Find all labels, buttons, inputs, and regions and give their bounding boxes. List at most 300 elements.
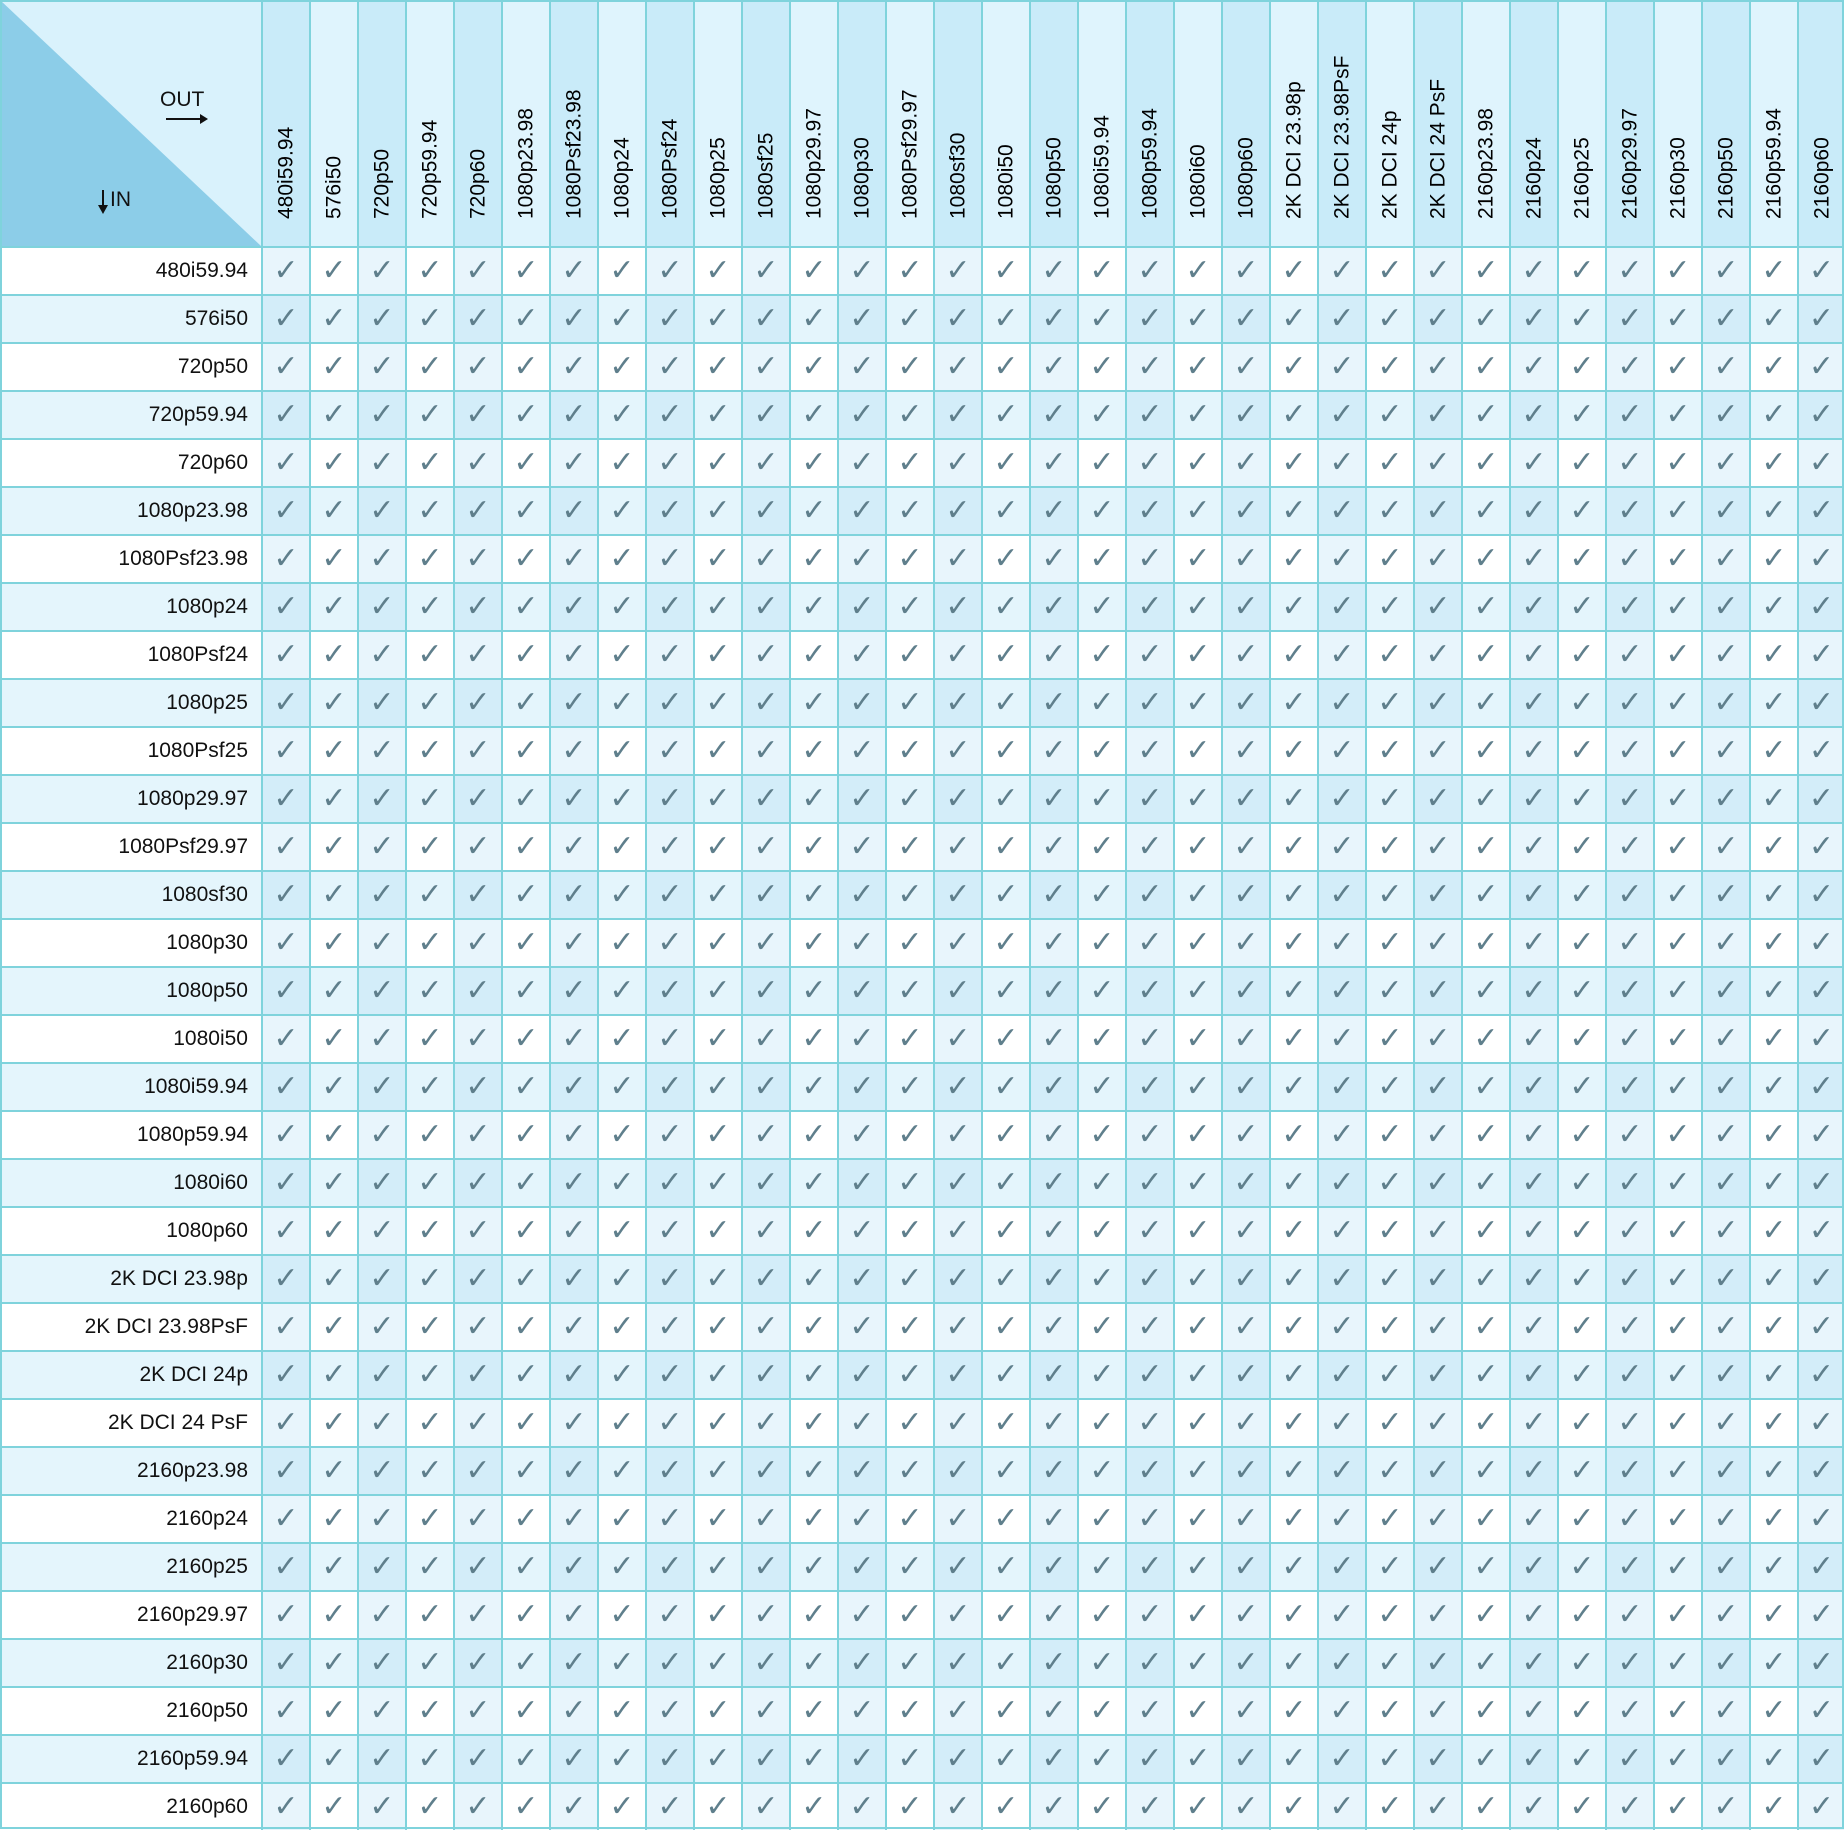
check-icon: ✓ <box>1269 344 1317 390</box>
check-icon: ✓ <box>1653 680 1701 726</box>
check-icon: ✓ <box>741 344 789 390</box>
table-row <box>0 1542 1844 1590</box>
check-icon: ✓ <box>1173 1112 1221 1158</box>
check-icon: ✓ <box>1653 1448 1701 1494</box>
check-icon: ✓ <box>1749 1304 1797 1350</box>
check-icon: ✓ <box>1029 1304 1077 1350</box>
check-icon: ✓ <box>501 1160 549 1206</box>
check-icon: ✓ <box>885 1016 933 1062</box>
check-icon: ✓ <box>597 1208 645 1254</box>
check-icon: ✓ <box>261 392 309 438</box>
check-icon: ✓ <box>1221 248 1269 294</box>
check-icon: ✓ <box>1221 1448 1269 1494</box>
check-icon: ✓ <box>309 728 357 774</box>
table-row <box>0 774 1844 822</box>
check-icon: ✓ <box>645 1496 693 1542</box>
check-icon: ✓ <box>309 1160 357 1206</box>
check-icon: ✓ <box>1077 1448 1125 1494</box>
check-icon: ✓ <box>1077 968 1125 1014</box>
check-icon: ✓ <box>1077 1544 1125 1590</box>
check-icon: ✓ <box>1461 344 1509 390</box>
check-icon: ✓ <box>645 584 693 630</box>
check-icon: ✓ <box>933 1784 981 1830</box>
check-icon: ✓ <box>837 536 885 582</box>
check-icon: ✓ <box>1365 920 1413 966</box>
check-icon: ✓ <box>261 1496 309 1542</box>
check-icon: ✓ <box>1029 1064 1077 1110</box>
check-icon: ✓ <box>357 296 405 342</box>
row-header-label: 1080i50 <box>173 1027 248 1050</box>
check-icon: ✓ <box>789 1688 837 1734</box>
check-icon: ✓ <box>1557 968 1605 1014</box>
check-icon: ✓ <box>357 632 405 678</box>
check-icon: ✓ <box>1605 1640 1653 1686</box>
check-icon: ✓ <box>1797 1160 1844 1206</box>
column-header-label: 1080p25 <box>706 137 730 219</box>
check-icon: ✓ <box>357 536 405 582</box>
check-icon: ✓ <box>789 1016 837 1062</box>
check-icon: ✓ <box>1413 440 1461 486</box>
table-row <box>0 726 1844 774</box>
check-icon: ✓ <box>885 680 933 726</box>
check-icon: ✓ <box>1461 1688 1509 1734</box>
check-icon: ✓ <box>1509 344 1557 390</box>
check-icon: ✓ <box>1749 920 1797 966</box>
column-header <box>1797 0 1844 246</box>
check-icon: ✓ <box>1557 1304 1605 1350</box>
check-icon: ✓ <box>549 1400 597 1446</box>
check-icon: ✓ <box>1365 440 1413 486</box>
check-icon: ✓ <box>933 536 981 582</box>
check-icon: ✓ <box>1605 248 1653 294</box>
check-icon: ✓ <box>1797 872 1844 918</box>
check-icon: ✓ <box>501 584 549 630</box>
check-icon: ✓ <box>549 1208 597 1254</box>
check-icon: ✓ <box>1701 1304 1749 1350</box>
row-header-label: 2K DCI 24p <box>139 1363 248 1386</box>
check-icon: ✓ <box>789 920 837 966</box>
check-icon: ✓ <box>1317 728 1365 774</box>
check-icon: ✓ <box>981 1640 1029 1686</box>
check-icon: ✓ <box>1317 1784 1365 1830</box>
table-row <box>0 486 1844 534</box>
check-icon: ✓ <box>1221 1640 1269 1686</box>
right-arrow-icon <box>166 112 208 126</box>
check-icon: ✓ <box>837 920 885 966</box>
check-icon: ✓ <box>1413 1160 1461 1206</box>
check-icon: ✓ <box>933 1064 981 1110</box>
check-icon: ✓ <box>1509 824 1557 870</box>
check-icon: ✓ <box>1269 632 1317 678</box>
check-icon: ✓ <box>1605 584 1653 630</box>
check-icon: ✓ <box>1749 1736 1797 1782</box>
column-header <box>501 0 549 246</box>
check-icon: ✓ <box>1173 1448 1221 1494</box>
check-icon: ✓ <box>1173 536 1221 582</box>
check-icon: ✓ <box>1221 392 1269 438</box>
check-icon: ✓ <box>645 1400 693 1446</box>
check-icon: ✓ <box>1077 1304 1125 1350</box>
check-icon: ✓ <box>1221 872 1269 918</box>
check-icon: ✓ <box>741 1448 789 1494</box>
check-icon: ✓ <box>1269 680 1317 726</box>
column-header <box>1029 0 1077 246</box>
column-header <box>1461 0 1509 246</box>
check-icon: ✓ <box>1653 1352 1701 1398</box>
check-icon: ✓ <box>1029 1208 1077 1254</box>
check-icon: ✓ <box>789 248 837 294</box>
check-icon: ✓ <box>501 248 549 294</box>
check-icon: ✓ <box>741 776 789 822</box>
check-icon: ✓ <box>645 1688 693 1734</box>
check-icon: ✓ <box>645 1160 693 1206</box>
check-icon: ✓ <box>261 536 309 582</box>
check-icon: ✓ <box>1269 1400 1317 1446</box>
check-icon: ✓ <box>1557 1496 1605 1542</box>
check-icon: ✓ <box>741 1400 789 1446</box>
check-icon: ✓ <box>741 728 789 774</box>
check-icon: ✓ <box>1029 1736 1077 1782</box>
check-icon: ✓ <box>693 1160 741 1206</box>
check-icon: ✓ <box>789 968 837 1014</box>
check-icon: ✓ <box>693 776 741 822</box>
check-icon: ✓ <box>1797 248 1844 294</box>
table-row <box>0 294 1844 342</box>
check-icon: ✓ <box>1749 1352 1797 1398</box>
check-icon: ✓ <box>597 1640 645 1686</box>
check-icon: ✓ <box>309 1400 357 1446</box>
check-icon: ✓ <box>309 872 357 918</box>
check-icon: ✓ <box>1749 440 1797 486</box>
check-icon: ✓ <box>1317 1208 1365 1254</box>
column-header-label: 1080Psf23.98 <box>562 89 586 219</box>
check-icon: ✓ <box>1461 776 1509 822</box>
check-icon: ✓ <box>933 632 981 678</box>
check-icon: ✓ <box>981 1400 1029 1446</box>
check-icon: ✓ <box>1653 632 1701 678</box>
check-icon: ✓ <box>1269 1592 1317 1638</box>
check-icon: ✓ <box>501 776 549 822</box>
check-icon: ✓ <box>1413 776 1461 822</box>
check-icon: ✓ <box>933 584 981 630</box>
check-icon: ✓ <box>501 968 549 1014</box>
check-icon: ✓ <box>1749 344 1797 390</box>
check-icon: ✓ <box>741 1736 789 1782</box>
check-icon: ✓ <box>741 1544 789 1590</box>
check-icon: ✓ <box>645 1016 693 1062</box>
check-icon: ✓ <box>1029 1544 1077 1590</box>
check-icon: ✓ <box>1269 872 1317 918</box>
check-icon: ✓ <box>1029 968 1077 1014</box>
check-icon: ✓ <box>645 920 693 966</box>
check-icon: ✓ <box>261 1544 309 1590</box>
check-icon: ✓ <box>837 728 885 774</box>
check-icon: ✓ <box>1365 1736 1413 1782</box>
check-icon: ✓ <box>1557 728 1605 774</box>
check-icon: ✓ <box>1269 728 1317 774</box>
check-icon: ✓ <box>1365 728 1413 774</box>
check-icon: ✓ <box>357 1112 405 1158</box>
check-icon: ✓ <box>1557 1112 1605 1158</box>
check-icon: ✓ <box>1509 1688 1557 1734</box>
check-icon: ✓ <box>1557 1256 1605 1302</box>
check-icon: ✓ <box>837 1448 885 1494</box>
check-icon: ✓ <box>1557 344 1605 390</box>
check-icon: ✓ <box>1605 680 1653 726</box>
row-header-label: 1080p24 <box>166 595 248 618</box>
check-icon: ✓ <box>1557 248 1605 294</box>
check-icon: ✓ <box>1365 872 1413 918</box>
table-row <box>0 918 1844 966</box>
check-icon: ✓ <box>405 776 453 822</box>
check-icon: ✓ <box>1701 440 1749 486</box>
check-icon: ✓ <box>1605 824 1653 870</box>
check-icon: ✓ <box>1701 296 1749 342</box>
check-icon: ✓ <box>1125 1496 1173 1542</box>
check-icon: ✓ <box>1605 728 1653 774</box>
check-icon: ✓ <box>1749 1112 1797 1158</box>
check-icon: ✓ <box>1269 1352 1317 1398</box>
check-icon: ✓ <box>549 872 597 918</box>
column-header <box>1317 0 1365 246</box>
check-icon: ✓ <box>1509 440 1557 486</box>
check-icon: ✓ <box>549 1544 597 1590</box>
check-icon: ✓ <box>1509 248 1557 294</box>
check-icon: ✓ <box>1221 488 1269 534</box>
check-icon: ✓ <box>1029 392 1077 438</box>
check-icon: ✓ <box>1077 632 1125 678</box>
column-header-label: 2160p30 <box>1666 137 1690 219</box>
check-icon: ✓ <box>261 1064 309 1110</box>
check-icon: ✓ <box>741 680 789 726</box>
check-icon: ✓ <box>1269 920 1317 966</box>
check-icon: ✓ <box>1413 1304 1461 1350</box>
check-icon: ✓ <box>1461 1544 1509 1590</box>
table-row <box>0 1782 1844 1830</box>
table-row <box>0 1446 1844 1494</box>
check-icon: ✓ <box>885 296 933 342</box>
check-icon: ✓ <box>1173 248 1221 294</box>
column-header <box>741 0 789 246</box>
check-icon: ✓ <box>693 824 741 870</box>
check-icon: ✓ <box>1221 536 1269 582</box>
check-icon: ✓ <box>1173 968 1221 1014</box>
check-icon: ✓ <box>1653 920 1701 966</box>
check-icon: ✓ <box>1557 776 1605 822</box>
check-icon: ✓ <box>1365 488 1413 534</box>
check-icon: ✓ <box>1797 1208 1844 1254</box>
check-icon: ✓ <box>1701 1688 1749 1734</box>
check-icon: ✓ <box>1557 1352 1605 1398</box>
check-icon: ✓ <box>1557 1016 1605 1062</box>
column-header <box>1605 0 1653 246</box>
check-icon: ✓ <box>405 920 453 966</box>
check-icon: ✓ <box>1269 968 1317 1014</box>
column-header-label: 2160p50 <box>1714 137 1738 219</box>
check-icon: ✓ <box>453 488 501 534</box>
check-icon: ✓ <box>549 392 597 438</box>
check-icon: ✓ <box>837 1784 885 1830</box>
check-icon: ✓ <box>933 1160 981 1206</box>
check-icon: ✓ <box>1797 1016 1844 1062</box>
check-icon: ✓ <box>1653 344 1701 390</box>
check-icon: ✓ <box>309 1784 357 1830</box>
check-icon: ✓ <box>1029 1112 1077 1158</box>
check-icon: ✓ <box>837 1256 885 1302</box>
column-header-label: 1080p29.97 <box>802 108 826 219</box>
check-icon: ✓ <box>1557 1448 1605 1494</box>
check-icon: ✓ <box>309 632 357 678</box>
check-icon: ✓ <box>885 584 933 630</box>
check-icon: ✓ <box>549 728 597 774</box>
check-icon: ✓ <box>1269 1208 1317 1254</box>
check-icon: ✓ <box>1365 1160 1413 1206</box>
check-icon: ✓ <box>501 1688 549 1734</box>
check-icon: ✓ <box>1365 1304 1413 1350</box>
row-header-label: 2160p59.94 <box>137 1747 248 1770</box>
check-icon: ✓ <box>1557 1592 1605 1638</box>
check-icon: ✓ <box>1173 1688 1221 1734</box>
check-icon: ✓ <box>1797 1688 1844 1734</box>
column-header <box>453 0 501 246</box>
check-icon: ✓ <box>501 1400 549 1446</box>
table-row <box>0 966 1844 1014</box>
check-icon: ✓ <box>693 1784 741 1830</box>
check-icon: ✓ <box>1413 296 1461 342</box>
check-icon: ✓ <box>741 584 789 630</box>
check-icon: ✓ <box>981 1544 1029 1590</box>
table-row <box>0 630 1844 678</box>
column-header-label: 1080i60 <box>1186 144 1210 219</box>
check-icon: ✓ <box>309 1448 357 1494</box>
check-icon: ✓ <box>933 1496 981 1542</box>
check-icon: ✓ <box>1605 1304 1653 1350</box>
check-icon: ✓ <box>309 488 357 534</box>
check-icon: ✓ <box>357 1544 405 1590</box>
check-icon: ✓ <box>741 1160 789 1206</box>
check-icon: ✓ <box>549 1160 597 1206</box>
check-icon: ✓ <box>357 344 405 390</box>
check-icon: ✓ <box>1317 872 1365 918</box>
check-icon: ✓ <box>1077 344 1125 390</box>
check-icon: ✓ <box>885 1496 933 1542</box>
check-icon: ✓ <box>1221 1352 1269 1398</box>
check-icon: ✓ <box>741 968 789 1014</box>
check-icon: ✓ <box>1317 392 1365 438</box>
check-icon: ✓ <box>693 440 741 486</box>
check-icon: ✓ <box>1413 680 1461 726</box>
column-header <box>1077 0 1125 246</box>
check-icon: ✓ <box>405 248 453 294</box>
check-icon: ✓ <box>261 1592 309 1638</box>
check-icon: ✓ <box>405 584 453 630</box>
check-icon: ✓ <box>1173 1208 1221 1254</box>
check-icon: ✓ <box>501 1112 549 1158</box>
column-header-label: 1080p23.98 <box>514 108 538 219</box>
check-icon: ✓ <box>1125 1640 1173 1686</box>
check-icon: ✓ <box>1509 584 1557 630</box>
check-icon: ✓ <box>1461 1160 1509 1206</box>
check-icon: ✓ <box>837 680 885 726</box>
check-icon: ✓ <box>693 1064 741 1110</box>
check-icon: ✓ <box>741 1352 789 1398</box>
check-icon: ✓ <box>1125 584 1173 630</box>
check-icon: ✓ <box>1221 1256 1269 1302</box>
column-header-label: 1080i59.94 <box>1090 115 1114 219</box>
check-icon: ✓ <box>645 1784 693 1830</box>
check-icon: ✓ <box>1269 776 1317 822</box>
check-icon: ✓ <box>1653 536 1701 582</box>
check-icon: ✓ <box>885 920 933 966</box>
check-icon: ✓ <box>501 1304 549 1350</box>
check-icon: ✓ <box>1653 440 1701 486</box>
check-icon: ✓ <box>885 344 933 390</box>
check-icon: ✓ <box>981 824 1029 870</box>
table-row <box>0 438 1844 486</box>
check-icon: ✓ <box>357 1448 405 1494</box>
check-icon: ✓ <box>1413 968 1461 1014</box>
column-header <box>261 0 309 246</box>
check-icon: ✓ <box>1317 344 1365 390</box>
check-icon: ✓ <box>1317 968 1365 1014</box>
check-icon: ✓ <box>885 488 933 534</box>
check-icon: ✓ <box>1221 584 1269 630</box>
column-header-label: 1080Psf29.97 <box>898 89 922 219</box>
check-icon: ✓ <box>597 1448 645 1494</box>
check-icon: ✓ <box>405 968 453 1014</box>
check-icon: ✓ <box>1653 296 1701 342</box>
check-icon: ✓ <box>357 1688 405 1734</box>
check-icon: ✓ <box>645 1352 693 1398</box>
check-icon: ✓ <box>1653 1544 1701 1590</box>
check-icon: ✓ <box>261 632 309 678</box>
check-icon: ✓ <box>1173 584 1221 630</box>
check-icon: ✓ <box>1557 584 1605 630</box>
check-icon: ✓ <box>405 872 453 918</box>
check-icon: ✓ <box>741 1208 789 1254</box>
check-icon: ✓ <box>837 1016 885 1062</box>
check-icon: ✓ <box>597 1304 645 1350</box>
table-row <box>0 1110 1844 1158</box>
check-icon: ✓ <box>1365 1352 1413 1398</box>
column-header <box>1557 0 1605 246</box>
check-icon: ✓ <box>1269 1304 1317 1350</box>
check-icon: ✓ <box>981 248 1029 294</box>
table-row <box>0 870 1844 918</box>
check-icon: ✓ <box>1173 440 1221 486</box>
check-icon: ✓ <box>837 968 885 1014</box>
check-icon: ✓ <box>501 1208 549 1254</box>
check-icon: ✓ <box>1365 1784 1413 1830</box>
check-icon: ✓ <box>1701 1256 1749 1302</box>
check-icon: ✓ <box>1797 1064 1844 1110</box>
check-icon: ✓ <box>1077 1160 1125 1206</box>
check-icon: ✓ <box>453 776 501 822</box>
check-icon: ✓ <box>693 872 741 918</box>
check-icon: ✓ <box>981 296 1029 342</box>
check-icon: ✓ <box>1557 1688 1605 1734</box>
check-icon: ✓ <box>693 1448 741 1494</box>
check-icon: ✓ <box>933 1400 981 1446</box>
check-icon: ✓ <box>1509 1064 1557 1110</box>
check-icon: ✓ <box>1029 920 1077 966</box>
check-icon: ✓ <box>1749 1160 1797 1206</box>
check-icon: ✓ <box>1173 1304 1221 1350</box>
check-icon: ✓ <box>1461 536 1509 582</box>
check-icon: ✓ <box>1125 1592 1173 1638</box>
row-header-label: 2160p50 <box>166 1699 248 1722</box>
row-header-label: 2160p29.97 <box>137 1603 248 1626</box>
